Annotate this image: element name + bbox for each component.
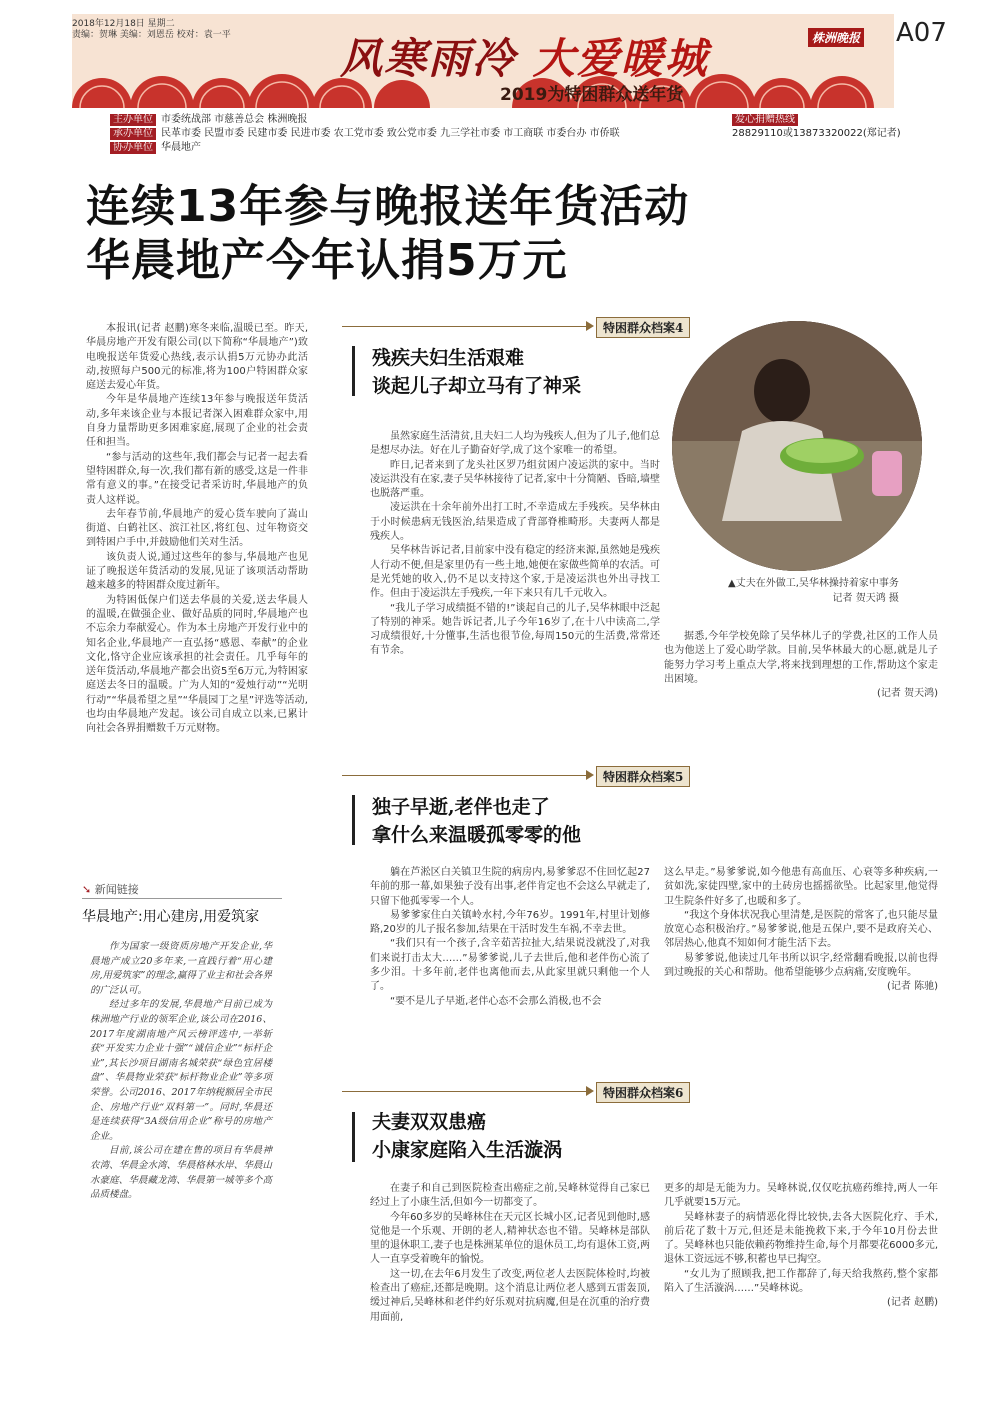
hotline-tag-row: [732, 114, 803, 126]
headline: [86, 180, 689, 288]
organizer-row: [110, 114, 307, 126]
article-paragraph: 更多的却是无能为力。吴峰林说,仅仅吃抗癌药维持,两人一年几乎就要15万元。: [664, 1183, 938, 1209]
title-bar: [352, 795, 355, 845]
caption-line1: ▲丈夫在外做工,吴华林操持着家中事务: [728, 578, 899, 589]
article-paragraph: 去年春节前,华晨地产的爱心货车驶向了嵩山街道、白鹤社区、滨江社区,将红包、过年物资交到特困户手中,并鼓励他们关对生活。: [86, 508, 308, 549]
case4-label: 特困群众档案4: [596, 317, 690, 338]
byline: (记者 贺天鸿): [877, 688, 938, 700]
case4-title-line2: 谈起儿子却立马有了神采: [372, 375, 582, 397]
case5-label: 特困群众档案5: [596, 766, 690, 787]
arrow-icon: ➘: [82, 883, 92, 896]
banner-title: [340, 26, 709, 86]
article-paragraph: 今年60多岁的吴峰林住在天元区长城小区,记者见到他时,感觉他是一个乐观、开朗的老人,精神状态也不错。吴峰林是部队里的退休职工,妻子也是株洲某单位的退休员工,均有退休工资,两人一直享受着晚年的愉悦。: [370, 1211, 650, 1266]
article-paragraph: 吴峰林妻子的病情恶化得比较快,去各大医院化疗、手术,前后花了数十万元,但还是未能挽救下来,于今年10月份去世了。吴峰林也只能依赖药物维持生命,每个月都要花6000多元,退休工资远远不够,积蓄也早已掏空。: [664, 1211, 938, 1266]
case6-col2: [664, 1182, 938, 1311]
news-link-label: [82, 881, 139, 897]
news-link-paragraph: 目前,该公司在建在售的项目有华晨神农湾、华晨金水湾、华晨格林水岸、华晨山水豪庭、华晨藏龙湾、华晨第一城等多个高品质楼盘。: [90, 1145, 272, 1201]
case6-label: 特困群众档案6: [596, 1082, 690, 1103]
banner-title-part1: 风寒雨冷: [340, 34, 517, 83]
main-article: [86, 322, 308, 737]
editor-text: 责编：贺琳 美编：刘恩岳 校对：袁一平: [72, 30, 231, 40]
photo-illustration: [672, 321, 922, 571]
page-number: A07: [896, 18, 947, 48]
article-paragraph: 昨日,记者来到了龙头社区罗乃组贫困户凌运洪的家中。当时凌运洪没有在家,妻子吴华林接待了记者,家中十分简陋、昏暗,墙壁也脱落严重。: [370, 459, 660, 500]
organizer-row: [110, 128, 620, 140]
article-paragraph: 易爹爹说,他读过几年书所以识字,经常翻看晚报,以前也得到过晚报的关心和帮助。他希望能够少点病痛,安度晚年。: [664, 952, 938, 979]
organizer-row: [110, 142, 201, 154]
case6-col1: [370, 1182, 650, 1325]
article-paragraph: 本报讯(记者 赵鹏)寒冬来临,温暖已至。昨天,华晨房地产开发有限公司(以下简称“华晨地产”)致电晚报送年货爱心热线,表示认捐5万元协办此活动,按照每户500元的标准,将为100户特困群众家庭送去爱心年货。: [86, 323, 308, 392]
news-link-paragraph: 作为国家一级资质房地产开发企业,华晨地产成立20多年来,一直践行着“用心建房,用爱筑家”的理念,赢得了业主和社会各界的广泛认可。: [90, 941, 272, 996]
article-paragraph: 凌运洪在十余年前外出打工时,不幸造成左手残疾。吴华林由于小时候患病无钱医治,结果造成了背部脊椎畸形。夫妻两人都是残疾人。: [370, 502, 660, 543]
section-rule: [342, 1091, 586, 1092]
newspaper-logo: 株洲晚报: [808, 28, 864, 47]
article-paragraph: “我这个身体状况我心里清楚,是医院的常客了,也只能尽量放宽心态积极治疗。”易爹爹说,他是五保户,要不是政府关心、邻居热心,他真不知如何才能生活下去。: [664, 909, 938, 950]
headline-line1: 连续13年参与晚报送年货活动: [86, 181, 690, 232]
article-paragraph: “我儿子学习成绩挺不错的!”谈起自己的儿子,吴华林眼中泛起了特别的神采。她告诉记者,儿子今年16岁了,在十八中读高二,学习成绩很好,十分懂事,生活也很节俭,每周150元的生活费,常常还有节余。: [370, 602, 660, 657]
case4-title-line1: 残疾夫妇生活艰难: [372, 347, 525, 369]
organizer-text: 市委统战部 市慈善总会 株洲晚报: [161, 114, 308, 125]
arrow-marker-icon: [586, 770, 594, 780]
article-paragraph: 今年是华晨地产连续13年参与晚报送年货活动,多年来该企业与本报记者深入困难群众家中,用自身力量帮助更多困难家庭,展现了企业的社会责任和担当。: [86, 394, 308, 449]
arrow-marker-icon: [586, 321, 594, 331]
hotline-number: 28829110或13873320022(郑记者): [732, 128, 901, 139]
organizer-text: 华晨地产: [161, 142, 201, 153]
article-paragraph: 据悉,今年学校免除了吴华林儿子的学费,社区的工作人员也为他送上了爱心助学款。目前,吴华林最大的心愿,就是儿子能努力学习考上重点大学,将来找到理想的工作,帮助这个家走出困境。: [664, 631, 938, 685]
organizer-text: 民革市委 民盟市委 民建市委 民进市委 农工党市委 致公党市委 九三学社市委 市工商联 市委台办 市侨联: [161, 128, 620, 139]
article-paragraph: 在妻子和自己到医院检查出癌症之前,吴峰林觉得自己家已经过上了小康生活,但如今一切都变了。: [370, 1183, 650, 1209]
case4-title: [372, 344, 581, 400]
title-bar: [352, 346, 355, 396]
byline: (记者 陈驰): [887, 981, 938, 993]
section-rule: [342, 775, 586, 776]
article-paragraph: 虽然家庭生活清贫,且夫妇二人均为残疾人,但为了儿子,他们总是想尽办法。好在儿子勤奋好学,成了这个家唯一的希望。: [370, 431, 660, 457]
case5-col2: [664, 866, 938, 995]
photo-caption: [728, 576, 899, 606]
news-photo: [672, 321, 922, 571]
banner-subtitle: 2019为特困群众送年货: [500, 85, 684, 105]
byline: (记者 赵鹏): [887, 1297, 938, 1309]
date-text: 2018年12月18日 星期二: [72, 19, 175, 29]
organizer-tag: 承办单位: [110, 128, 156, 140]
case4-body: [370, 430, 660, 659]
case5-title-line2: 拿什么来温暖孤零零的他: [372, 824, 582, 846]
caption-credit: 记者 贺天鸿 摄: [832, 593, 899, 604]
article-paragraph: 该负责人说,通过这些年的参与,华晨地产也见证了晚报送年货活动的发展,见证了该项活动帮助越来越多的特困群众度过新年。: [86, 551, 308, 592]
news-link-title: 华晨地产:用心建房,用爱筑家: [82, 909, 260, 925]
news-link-label-text: 新闻链接: [94, 883, 139, 896]
case4-body-right: [664, 630, 938, 701]
article-paragraph: 躺在芦淞区白关镇卫生院的病房内,易爹爹忍不住回忆起27年前的那一幕,如果独子没有出事,老伴肯定也不会这么早就走了,只留下他孤零零一个人。: [370, 867, 650, 907]
date-line: [72, 19, 231, 41]
title-bar: [352, 1112, 355, 1162]
arrow-marker-icon: [586, 1086, 594, 1096]
article-paragraph: 为特困低保户们送去华晨的关爱,送去华晨人的温暖,在做强企业、做好品质的同时,华晨地产也不忘余力奉献爱心。作为本土房地产开发行业中的知名企业,华晨地产一直弘扬“感恩、奉献”的企业文化,恪守企业应该承担的社会责任。几乎每年的送年货活动,华晨地产都会出资5至6万元,为特困家庭送去冬日的温暖。广为人知的“爱烛行动”“光明行动”“华晨希望之星”“华晨园丁之星”评选等活动,也均由华晨地产发起。该公司自成立以来,已累计向社会各界捐赠数千万元财物。: [86, 594, 308, 735]
article-paragraph: 易爹爹家住白关镇岭水村,今年76岁。1991年,村里计划修路,20岁的儿子报名参加,结果在干活时发生车祸,不幸去世。: [370, 909, 650, 936]
article-paragraph: 这么早走。”易爹爹说,如今他患有高血压、心衰等多种疾病,一贫如洗,家徒四壁,家中的土砖房也摇摇欲坠。比起家里,他觉得卫生院条件好多了,也暖和多了。: [664, 867, 938, 907]
organizer-tag: 主办单位: [110, 114, 156, 126]
divider: [82, 898, 282, 899]
headline-line2: 华晨地产今年认捐5万元: [86, 235, 568, 286]
case5-title: [372, 793, 581, 849]
hotline-tag: 爱心捐赠热线: [732, 114, 798, 126]
article-paragraph: “参与活动的这些年,我们都会与记者一起去看望特困群众,每一次,我们都有新的感受,这是一件非常有意义的事。”在接受记者采访时,华晨地产的负责人这样说。: [86, 451, 308, 506]
news-link-paragraph: 经过多年的发展,华晨地产目前已成为株洲地产行业的领军企业,该公司在2016、2017年度湖南地产风云榜评选中,一举斩获“开发实力企业十强”“诚信企业”“标杆企业”,其长沙项目湖南名城荣获“绿色宜居楼盘”、华晨物业荣获“标杆物业企业”等多项荣誉。公司2016、2017年纳税额居全市民企、房地产行业“双料第一”。同时,华晨还是连续获得“3A级信用企业”称号的房地产企业。: [90, 999, 272, 1142]
case6-title: [372, 1108, 562, 1164]
organizer-tag: 协办单位: [110, 142, 156, 154]
case5-title-line1: 独子早逝,老伴也走了: [372, 796, 550, 818]
case5-col1: [370, 866, 650, 1009]
case6-title-line1: 夫妻双双患癌: [372, 1111, 487, 1133]
article-paragraph: “我们只有一个孩子,含辛茹苦拉扯大,结果说没就没了,对我们来说打击太大……”易爹爹说,儿子去世后,他和老伴伤心流了多少泪。十多年前,老伴也离他而去,从此家里就只剩他一个人了。: [370, 938, 650, 993]
article-paragraph: “要不是儿子早逝,老伴心态不会那么消极,也不会: [390, 995, 602, 1007]
article-paragraph: 吴华林告诉记者,目前家中没有稳定的经济来源,虽然她是残疾人行动不便,但是家里仍有一些土地,她便在家做些简单的农活。可是光凭她的收入,仍不足以支持这个家,于是凌运洪也外出寻找工作。但由于凌运洪左手残疾,一年下来只有几千元收入。: [370, 545, 660, 600]
article-paragraph: 这一切,在去年6月发生了改变,两位老人去医院体检时,均被检查出了癌症,还都是晚期。这个消息让两位老人感到五雷轰顶,缓过神后,吴峰林和老伴约好乐观对抗病魔,但是在沉重的治疗费用面前,: [370, 1268, 650, 1323]
case6-title-line2: 小康家庭陷入生活漩涡: [372, 1139, 563, 1161]
news-link-body: [90, 940, 272, 1203]
article-paragraph: “女儿为了照顾我,把工作都辞了,每天给我熬药,整个家都陷入了生活漩涡……”吴峰林说。: [664, 1268, 938, 1295]
section-rule: [342, 326, 586, 327]
banner-title-part2: 大爱暖城: [532, 34, 709, 83]
